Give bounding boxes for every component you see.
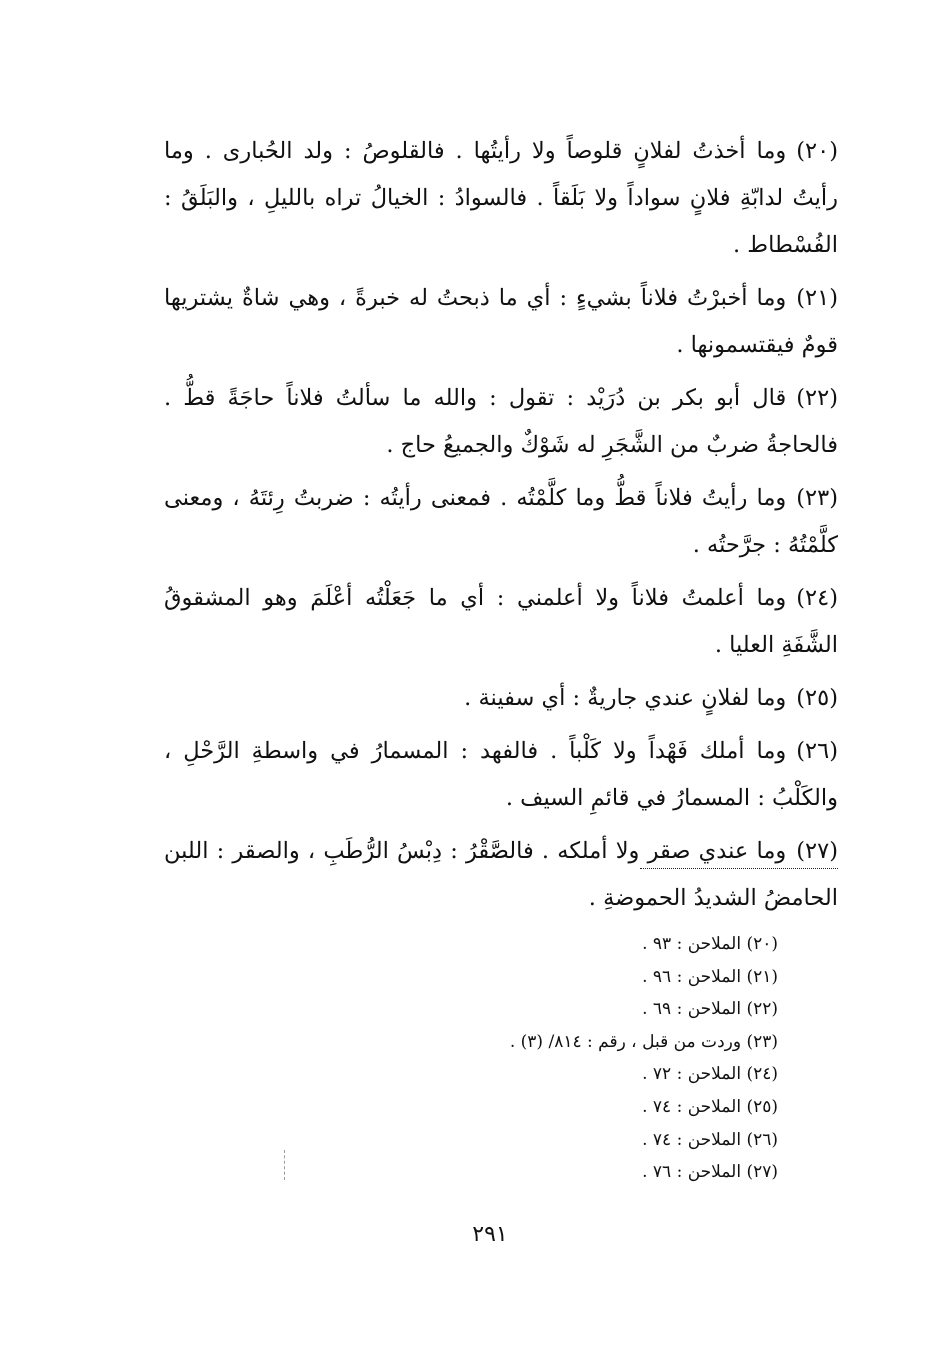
entry-text: وما رأيتُ فلاناً قطُّ وما كلَّمْتُه . فمعنى رأيتُه : ضربتُ رِئتَهُ ، ومعنى كلَّمْتُهُ : جرَّحتُه . <box>164 485 838 558</box>
page-number: ٢٩١ <box>472 1222 508 1247</box>
footnote-24: (٢٤) الملاحن : ٧٢ . <box>642 1064 778 1085</box>
entry-number: (٢٧) <box>796 838 838 864</box>
footnote-25: (٢٥) الملاحن : ٧٤ . <box>642 1096 778 1117</box>
entry-text: وما أملك فَهْداً ولا كَلْباً . فالفهد : المسمارُ في واسطةِ الرَّحْلِ ، والكَلْبُ : المسمارُ في قائمِ السيف . <box>164 738 838 811</box>
entry-20 <box>164 128 838 269</box>
entry-text: وما أعلمتُ فلاناً ولا أعلمني : أي ما جَعَلْتُه أعْلَمَ وهو المشقوقُ الشَّفَةِ العليا . <box>164 585 838 658</box>
entry-26 <box>164 728 838 822</box>
entry-25 <box>164 675 838 722</box>
entry-number: (٢٦) <box>796 738 838 764</box>
entry-27 <box>164 828 838 922</box>
entry-text: وما أخبرْتُ فلاناً بشيءٍ : أي ما ذبحتُ له خبرةً ، وهي شاةٌ يشتريها قومٌ فيقتسمونها . <box>164 285 838 358</box>
footnote-26: (٢٦) الملاحن : ٧٤ . <box>642 1129 778 1150</box>
entry-22 <box>164 375 838 469</box>
entry-number: (٢٢) <box>796 385 838 411</box>
main-text <box>164 128 838 928</box>
footnote-20: (٢٠) الملاحن : ٩٣ . <box>642 934 778 954</box>
entry-24 <box>164 575 838 669</box>
entry-21 <box>164 275 838 369</box>
entry-23 <box>164 475 838 569</box>
entry-text: قال أبو بكر بن دُرَيْد : تقول : والله ما سألتُ فلاناً حاجَةً قطُّ . فالحاجةُ ضربٌ من الشَّجَرِ له شَوْكٌ والجميعُ حاج . <box>164 385 838 458</box>
footnote-separator <box>640 868 838 869</box>
entry-number: (٢١) <box>796 285 838 311</box>
entry-text: وما أخذتُ لفلانٍ قلوصاً ولا رأيتُها . فالقلوصُ : ولد الحُبارى . وما رأيتُ لدابّةِ فلانٍ سواداً ولا بَلَقاً . فالسوادُ : الخيالُ تراه بالليلِ ، والبَلَقُ : الفُسْطاط . <box>164 138 838 258</box>
entry-number: (٢٣) <box>796 485 838 511</box>
footnote-23: (٢٣) وردت من قبل ، رقم : ٨١٤/ (٣) . <box>509 1031 778 1052</box>
footnote-21: (٢١) الملاحن : ٩٦ . <box>642 966 778 987</box>
entry-text: وما لفلانٍ عندي جاريةٌ : أي سفينة . <box>464 685 787 711</box>
entry-number: (٢٤) <box>796 585 838 611</box>
entry-number: (٢٠) <box>796 138 838 164</box>
footnote-27: (٢٧) الملاحن : ٧٦ . <box>642 1162 778 1183</box>
footnotes <box>490 928 778 1189</box>
entry-text: وما عندي صقر ولا أملكه . فالصَّقْرُ : دِبْسُ الرُّطَبِ ، والصقر : اللبن الحامضُ الشديدُ الحموضةِ . <box>164 838 838 911</box>
entry-number: (٢٥) <box>796 685 838 711</box>
scan-margin-mark <box>284 1150 287 1180</box>
footnote-22: (٢٢) الملاحن : ٦٩ . <box>642 999 778 1020</box>
